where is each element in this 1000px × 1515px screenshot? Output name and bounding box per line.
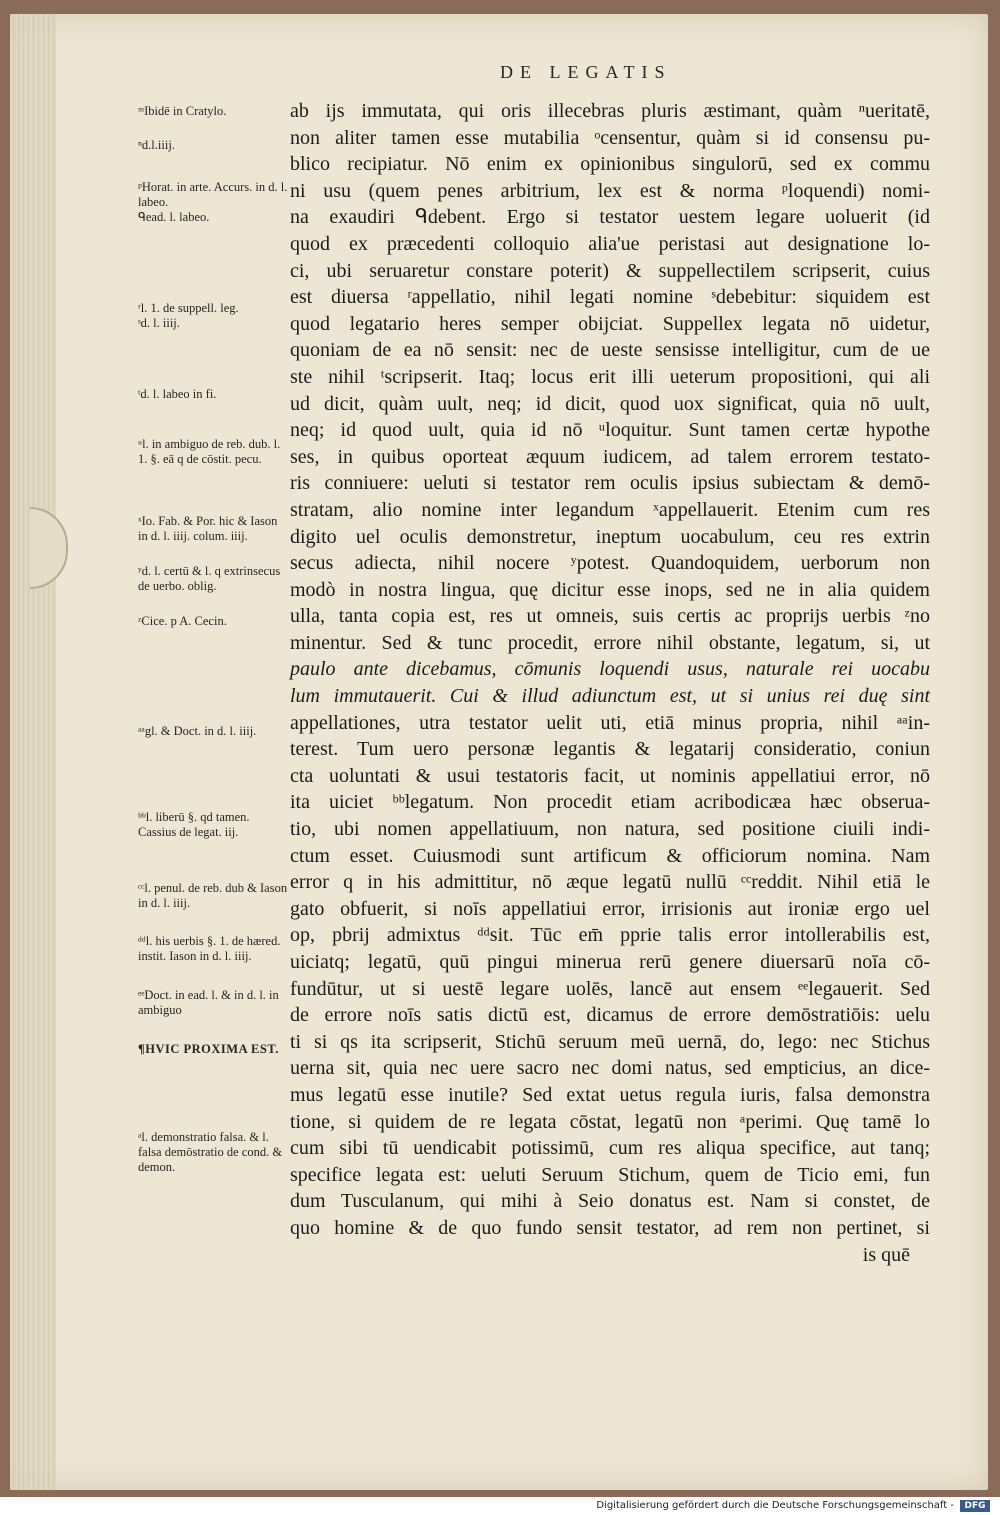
margin-note: ᵈᵈl. his uerbis §. 1. de hæred. instit. Iason in d. l. iiij. — [138, 934, 281, 963]
text-line: ab ijs immutata, qui oris illecebras pluris æstimant, quàm ⁿueritatē, — [290, 100, 930, 122]
text-line: dum Tusculanum, qui mihi à Seio donatus est. Nam si constet, de — [290, 1190, 930, 1213]
text-line: mus legatū esse inutile? Sed extat uetus regula iuris, falsa demonstra — [290, 1083, 930, 1106]
text-line: appellationes, utra testator uelit uti, etiā minus propria, nihil ᵃᵃin- — [290, 711, 930, 734]
margin-note: ᵘl. in ambiguo de reb. dub. l. 1. §. eā q de cōstit. pecu. — [138, 437, 281, 466]
text-line: fundūtur, ut si uestē legare uolēs, lancē aut ensem ᵉᵉlegauerit. Sed — [290, 977, 930, 1000]
margin-note: ᵗd. l. labeo in fi. — [138, 387, 217, 401]
page-edges — [10, 14, 56, 1490]
margin-notes — [138, 104, 288, 1224]
text-line: gato obfuerit, si noīs appellatiui error, irrisionis aut ironiæ ergo uel — [290, 897, 930, 920]
margin-note: ᵃᵃgl. & Doct. in d. l. iiij. — [138, 724, 257, 738]
text-line: minentur. Sed & tunc procedit, errore nihil obstante, legatum, si, ut — [290, 631, 930, 654]
text-line: terest. Tum uero personæ legantis & legatarij consideratio, coniun — [290, 738, 930, 761]
text-line: ni usu (quem penes arbitrium, lex est & norma ᵖloquendi) nomi- — [290, 179, 930, 202]
text-line: tione, si quidem de re legata cōstat, legatū non ᵃperimi. Quę tamē lo — [290, 1110, 930, 1133]
text-line: op, pbrij admixtus ᵈᵈsit. Tūc em̄ pprie talis error intollerabilis est, — [290, 924, 930, 947]
text-line: est diuersa ʳappellatio, nihil legati nomine ˢdebebitur: siquidem est — [290, 286, 930, 309]
main-text-block — [290, 98, 930, 1268]
text-line: cta uoluntati & usui testatoris facit, ut nominis appellatiui error, nō — [290, 764, 930, 787]
text-line: ses, in quibus oporteat æquum iudicem, ad talem errorem testato- — [290, 445, 930, 468]
text-line: uerna sit, quia nec uere sacro nec domi natus, sed empticius, an dice- — [290, 1057, 930, 1080]
text-line: neq; id quod uult, quia id nō ᵘloquitur. Sunt tamen certæ hypothe — [290, 419, 930, 442]
margin-note: ʳl. 1. de suppell. leg. ˢd. l. iiij. — [138, 301, 239, 330]
text-line: ste nihil ᵗscripserit. Itaq; locus erit illi ueterum propositioni, qui ali — [290, 365, 930, 388]
text-line: quoniam de ea nō sensit: nec de ueste sensisse intelligitur, cum de ue — [290, 339, 930, 362]
margin-note: ʸd. l. certū & l. q extrinsecus de uerbo. oblig. — [138, 564, 281, 593]
text-line: ti si qs ita scripserit, Stichū seruum meū uernā, do, lego: nec Stichus — [290, 1030, 930, 1053]
text-line: ita uiciet ᵇᵇlegatum. Non procedit etiam acribodicæa hæc obserua- — [290, 791, 930, 814]
text-line: cum sibi tū uendicabit potissimū, cum res aliqua specifice, aut tanq; — [290, 1137, 930, 1160]
text-line: ctum esset. Cuiusmodi sunt artificum & officiorum nomina. Nam — [290, 844, 930, 867]
text-line: lum immutauerit. Cui & illud adiunctum est, ut si unius rei duę sint — [290, 685, 930, 708]
margin-note: ᵉᵉDoct. in ead. l. & in d. l. in ambiguo — [138, 988, 279, 1017]
margin-note: ᶻCice. p A. Cecin. — [138, 614, 227, 628]
text-line: quod ex præcedenti colloquio alia'ue peristasi aut designatione lo- — [290, 232, 930, 255]
text-line: de errore noīs satis dictū est, dicamus de errore demōstratiōis: uelu — [290, 1004, 930, 1027]
margin-note: ᵃl. demonstratio falsa. & l. falsa demōstratio de cond. & demon. — [138, 1130, 283, 1174]
catchword: is quē — [862, 1243, 910, 1266]
section-heading: ¶HVIC PROXIMA EST. — [138, 1042, 279, 1056]
text-line: paulo ante dicebamus, cōmunis loquendi usus, naturale rei uocabu — [290, 658, 930, 681]
running-head: DE LEGATIS — [500, 62, 672, 82]
text-line: ulla, tanta copia est, res ut omneis, suis certis ac proprijs uerbis ᶻno — [290, 605, 930, 628]
text-line: stratam, alio nomine inter legandum ˣappellauerit. Etenim cum res — [290, 498, 930, 521]
text-line: digito uel oculis demonstretur, ineptum uocabulum, ceu res extrin — [290, 525, 930, 548]
margin-note: ᶜᶜl. penul. de reb. dub & Iason in d. l. iiij. — [138, 881, 288, 910]
margin-note: ᵖHorat. in arte. Accurs. in d. l. labeo. ᑫead. l. labeo. — [138, 180, 288, 224]
dfg-logo: DFG — [960, 1500, 990, 1512]
footer-credit: Digitalisierung gefördert durch die Deutsche Forschungsgemeinschaft - — [596, 1500, 954, 1511]
text-line: quod legatario heres semper obijciat. Suppellex legata nō uidetur, — [290, 312, 930, 335]
text-line: non aliter tamen esse mutabilia ᵒcensentur, quàm si id consensu pu- — [290, 126, 930, 149]
text-line: error q in his admittitur, nō æque legatū nullū ᶜᶜreddit. Nihil etiā le — [290, 871, 930, 894]
margin-note: ᵐIbidē in Cratylo. — [138, 104, 227, 118]
text-line: na exaudiri ᑫdebent. Ergo si testator uestem legare uoluerit (id — [290, 206, 930, 229]
text-line: quo homine & de quo fundo sensit testator, ad rem non pertinet, si — [290, 1216, 930, 1239]
text-line: blico recipiatur. Nō enim ex opinionibus singulorū, sed ex commu — [290, 153, 930, 176]
text-line: modò in nostra lingua, quę dicitur esse inops, sed ne in alia quidem — [290, 578, 930, 601]
text-line: ci, ubi seruaretur constare poterit) & suppellectilem scripserit, cuius — [290, 259, 930, 282]
margin-note: ˣIo. Fab. & Por. hic & Iason in d. l. iiij. colum. iiij. — [138, 514, 278, 543]
text-line: uiciatq; legatū, quū pingui minerua rerū genere diuersarū noīa cō- — [290, 951, 930, 973]
margin-note: ᵇᵇl. liberū §. qd tamen. Cassius de legat. iij. — [138, 810, 250, 839]
text-line: specifice legata est: ueluti Seruum Stichum, quem de Ticio emi, fun — [290, 1163, 930, 1186]
text-line: secus adiecta, nihil nocere ʸpotest. Quandoquidem, uerborum non — [290, 552, 930, 575]
margin-note: ⁿd.l.iiij. — [138, 138, 175, 152]
text-line: tio, ubi nomen appellatiuum, non natura, sed positione ciuili indi- — [290, 818, 930, 841]
text-line: ris conniuere: ueluti si testator rem oculis ipsius subiectam & demō- — [290, 472, 930, 495]
text-line: ud dicit, quàm uult, neq; id dicit, quod uox significat, quia nō uult, — [290, 392, 930, 415]
